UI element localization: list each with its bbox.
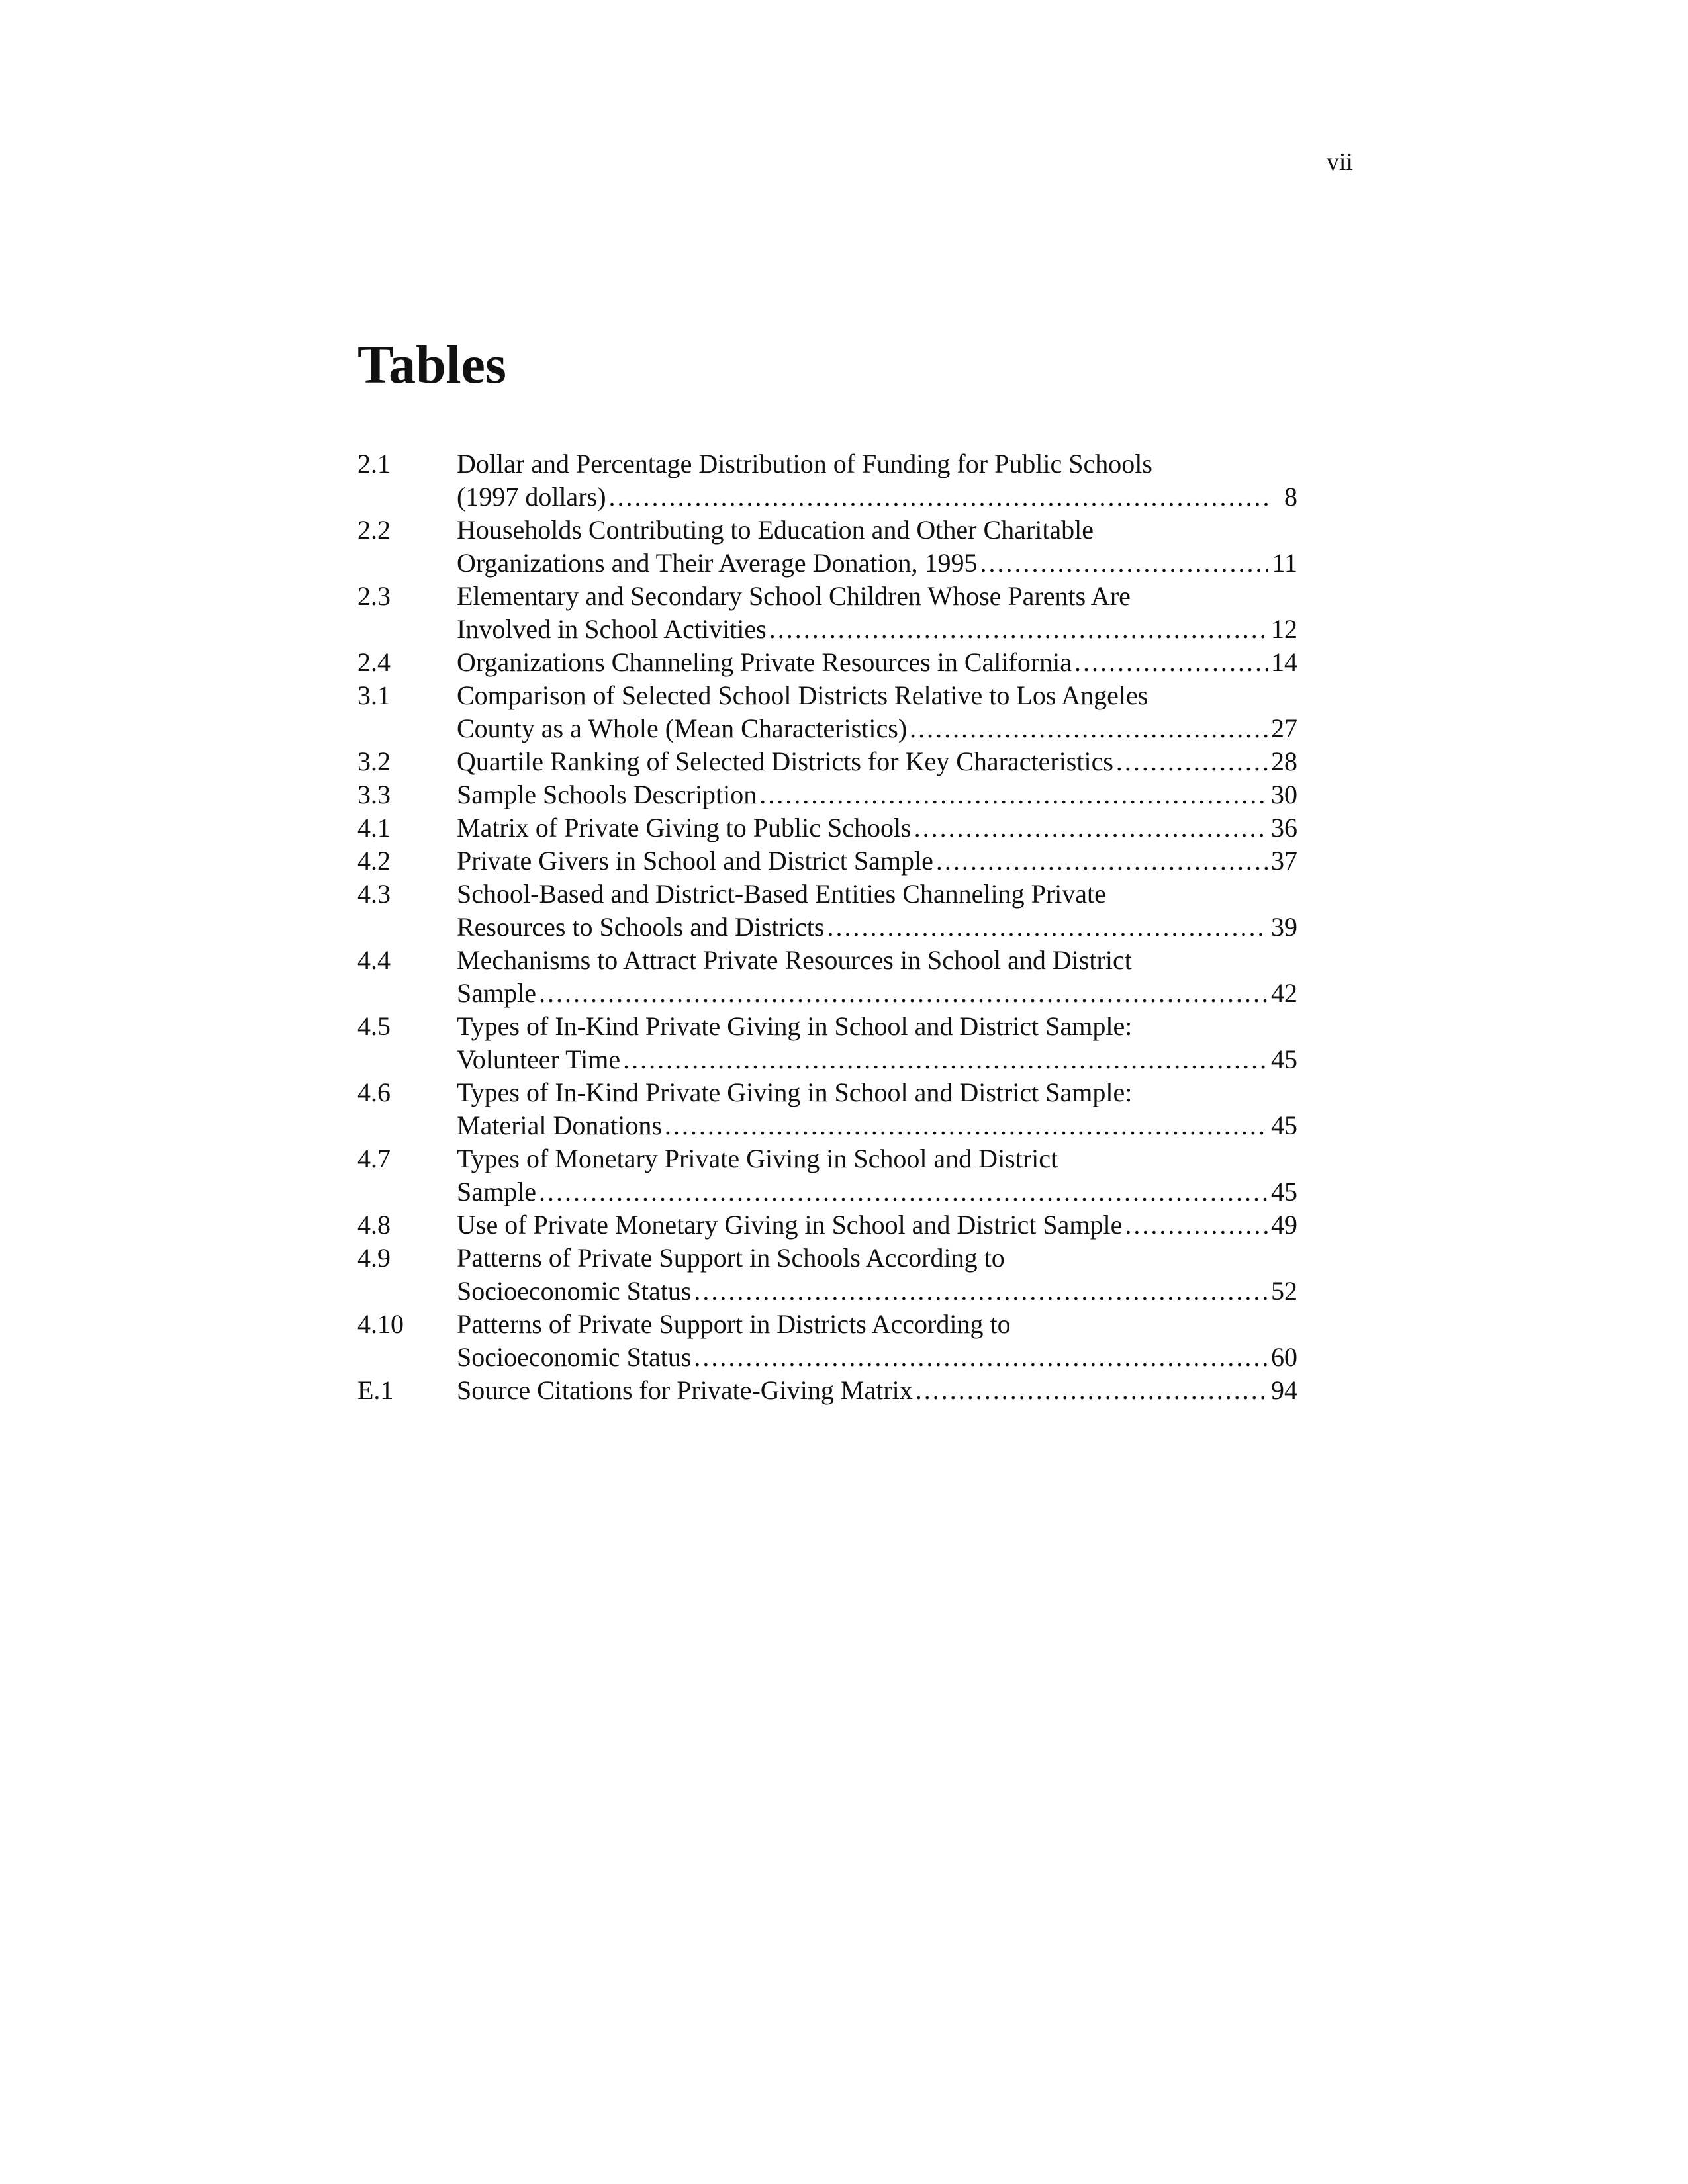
page-reference[interactable]: 45 (1271, 1044, 1297, 1074)
table-title (457, 745, 1297, 778)
table-title-text: Resources to Schools and Districts (457, 912, 825, 942)
table-title (457, 1142, 1297, 1208)
toc-entry[interactable] (357, 447, 1297, 514)
table-title-text: Quartile Ranking of Selected Districts for Key Characteristics (457, 747, 1113, 776)
table-title-text: Sample (457, 978, 536, 1008)
table-title (457, 878, 1297, 944)
page-title: Tables (357, 334, 506, 394)
table-number: 4.10 (357, 1309, 404, 1339)
table-title (457, 1076, 1297, 1142)
dot-leader (910, 712, 1268, 745)
table-title-line: Households Contributing to Education and Other Charitable (457, 515, 1094, 545)
table-title (457, 514, 1297, 580)
dot-leader (769, 613, 1268, 646)
table-title (457, 646, 1297, 679)
table-title-text: Organizations and Their Average Donation, 1995 (457, 548, 978, 578)
page-reference[interactable]: 39 (1271, 912, 1297, 942)
table-title-final-line (457, 1109, 1297, 1142)
page-reference[interactable]: 12 (1271, 614, 1297, 644)
toc-entry[interactable] (357, 646, 1297, 679)
table-title-text: Sample (457, 1177, 536, 1206)
toc-entry[interactable] (357, 878, 1297, 944)
table-title-text: Matrix of Private Giving to Public Schools (457, 813, 912, 842)
table-title-line: Types of Monetary Private Giving in School and District (457, 1144, 1058, 1173)
page-reference[interactable]: 37 (1271, 846, 1297, 876)
table-title-line: Types of In-Kind Private Giving in School and District Sample: (457, 1077, 1133, 1107)
table-title-line: Patterns of Private Support in Districts According to (457, 1309, 1011, 1339)
dot-leader (539, 977, 1268, 1010)
table-title (457, 944, 1297, 1010)
table-number: 4.6 (357, 1077, 391, 1107)
table-number: 3.1 (357, 680, 391, 710)
table-title (457, 1010, 1297, 1076)
table-number: 2.1 (357, 449, 391, 478)
table-number: 4.9 (357, 1243, 391, 1273)
page-reference[interactable]: 8 (1284, 482, 1297, 512)
table-title-final-line (457, 911, 1297, 944)
dot-leader (665, 1109, 1268, 1142)
dot-leader (915, 1374, 1268, 1407)
table-title-final-line (457, 480, 1297, 514)
table-title-final-line (457, 1175, 1297, 1208)
table-title-text: County as a Whole (Mean Characteristics) (457, 713, 908, 743)
dot-leader (1116, 745, 1268, 778)
table-title (457, 811, 1297, 844)
table-title-final-line (457, 1208, 1297, 1242)
table-number: E.1 (357, 1375, 394, 1405)
table-title-final-line (457, 712, 1297, 745)
table-title-final-line (457, 613, 1297, 646)
table-title-line: Elementary and Secondary School Children Whose Parents Are (457, 581, 1131, 611)
page-reference[interactable]: 42 (1271, 978, 1297, 1008)
page-reference[interactable]: 36 (1271, 813, 1297, 842)
table-title-final-line (457, 844, 1297, 878)
toc-entry[interactable] (357, 679, 1297, 745)
toc-entry[interactable] (357, 1010, 1297, 1076)
dot-leader (1125, 1208, 1268, 1242)
page-reference[interactable]: 49 (1271, 1210, 1297, 1240)
table-title (457, 1308, 1297, 1374)
table-number: 2.2 (357, 515, 391, 545)
toc-entry[interactable] (357, 1208, 1297, 1242)
page-reference[interactable]: 11 (1272, 548, 1297, 578)
table-title-line: School-Based and District-Based Entities Channeling Private (457, 879, 1106, 909)
table-title (457, 1242, 1297, 1308)
page-reference[interactable]: 14 (1271, 647, 1297, 677)
table-title-text: Involved in School Activities (457, 614, 767, 644)
table-number: 4.2 (357, 846, 391, 876)
table-title-text: Volunteer Time (457, 1044, 621, 1074)
table-number: 4.5 (357, 1011, 391, 1041)
dot-leader (1074, 646, 1268, 679)
table-number: 4.3 (357, 879, 391, 909)
toc-entry[interactable] (357, 1142, 1297, 1208)
toc-entry[interactable] (357, 1308, 1297, 1374)
table-title-final-line (457, 977, 1297, 1010)
table-title-text: Socioeconomic Status (457, 1276, 692, 1306)
table-title-final-line (457, 778, 1297, 811)
dot-leader (827, 911, 1269, 944)
table-title (457, 679, 1297, 745)
table-number: 3.3 (357, 780, 391, 809)
table-title-final-line (457, 1043, 1297, 1076)
toc-entry[interactable] (357, 1242, 1297, 1308)
table-title-final-line (457, 1341, 1297, 1374)
table-title (457, 580, 1297, 646)
table-title (457, 1374, 1297, 1407)
page-number: vii (1326, 148, 1353, 176)
page-reference[interactable]: 60 (1271, 1342, 1297, 1372)
table-list (357, 447, 1297, 1407)
dot-leader (759, 778, 1268, 811)
table-title-line: Patterns of Private Support in Schools According to (457, 1243, 1005, 1273)
table-title (457, 844, 1297, 878)
page-reference[interactable]: 52 (1271, 1276, 1297, 1306)
table-title-final-line (457, 1275, 1297, 1308)
toc-entry[interactable] (357, 811, 1297, 844)
table-number: 4.4 (357, 945, 391, 975)
table-title-final-line (457, 646, 1297, 679)
toc-entry[interactable] (357, 514, 1297, 580)
dot-leader (609, 480, 1268, 514)
table-title-text: Private Givers in School and District Sample (457, 846, 933, 876)
table-title-line: Dollar and Percentage Distribution of Funding for Public Schools (457, 449, 1152, 478)
dot-leader (694, 1341, 1268, 1374)
table-number: 4.1 (357, 813, 391, 842)
page-reference[interactable]: 45 (1271, 1111, 1297, 1140)
page-reference[interactable]: 45 (1271, 1177, 1297, 1206)
dot-leader (914, 811, 1268, 844)
dot-leader (980, 547, 1268, 580)
toc-entry[interactable] (357, 745, 1297, 778)
table-number: 3.2 (357, 747, 391, 776)
toc-entry[interactable] (357, 1374, 1297, 1407)
toc-entry[interactable] (357, 1076, 1297, 1142)
table-number: 4.7 (357, 1144, 391, 1173)
table-title-line: Comparison of Selected School Districts Relative to Los Angeles (457, 680, 1149, 710)
dot-leader (694, 1275, 1268, 1308)
table-title-text: Material Donations (457, 1111, 662, 1140)
table-title-text: Socioeconomic Status (457, 1342, 692, 1372)
toc-entry[interactable] (357, 944, 1297, 1010)
toc-entry[interactable] (357, 844, 1297, 878)
table-title-final-line (457, 1374, 1297, 1407)
table-title (457, 447, 1297, 514)
dot-leader (539, 1175, 1268, 1208)
table-title-text: Source Citations for Private-Giving Matrix (457, 1375, 913, 1405)
dot-leader (936, 844, 1268, 878)
page-reference[interactable]: 30 (1271, 780, 1297, 809)
table-title-text: (1997 dollars) (457, 482, 606, 512)
table-number: 2.3 (357, 581, 391, 611)
toc-entry[interactable] (357, 580, 1297, 646)
page-reference[interactable]: 27 (1271, 713, 1297, 743)
table-number: 4.8 (357, 1210, 391, 1240)
table-title-final-line (457, 745, 1297, 778)
table-title-final-line (457, 547, 1297, 580)
toc-entry[interactable] (357, 778, 1297, 811)
table-number: 2.4 (357, 647, 391, 677)
table-title-line: Types of In-Kind Private Giving in School and District Sample: (457, 1011, 1133, 1041)
page-reference[interactable]: 28 (1271, 747, 1297, 776)
table-title-text: Organizations Channeling Private Resources in California (457, 647, 1072, 677)
table-title-text: Use of Private Monetary Giving in School and District Sample (457, 1210, 1123, 1240)
page-reference[interactable]: 94 (1271, 1375, 1297, 1405)
dot-leader (623, 1043, 1268, 1076)
table-title-final-line (457, 811, 1297, 844)
table-title (457, 778, 1297, 811)
table-title-line: Mechanisms to Attract Private Resources in School and District (457, 945, 1132, 975)
table-title-text: Sample Schools Description (457, 780, 757, 809)
table-title (457, 1208, 1297, 1242)
